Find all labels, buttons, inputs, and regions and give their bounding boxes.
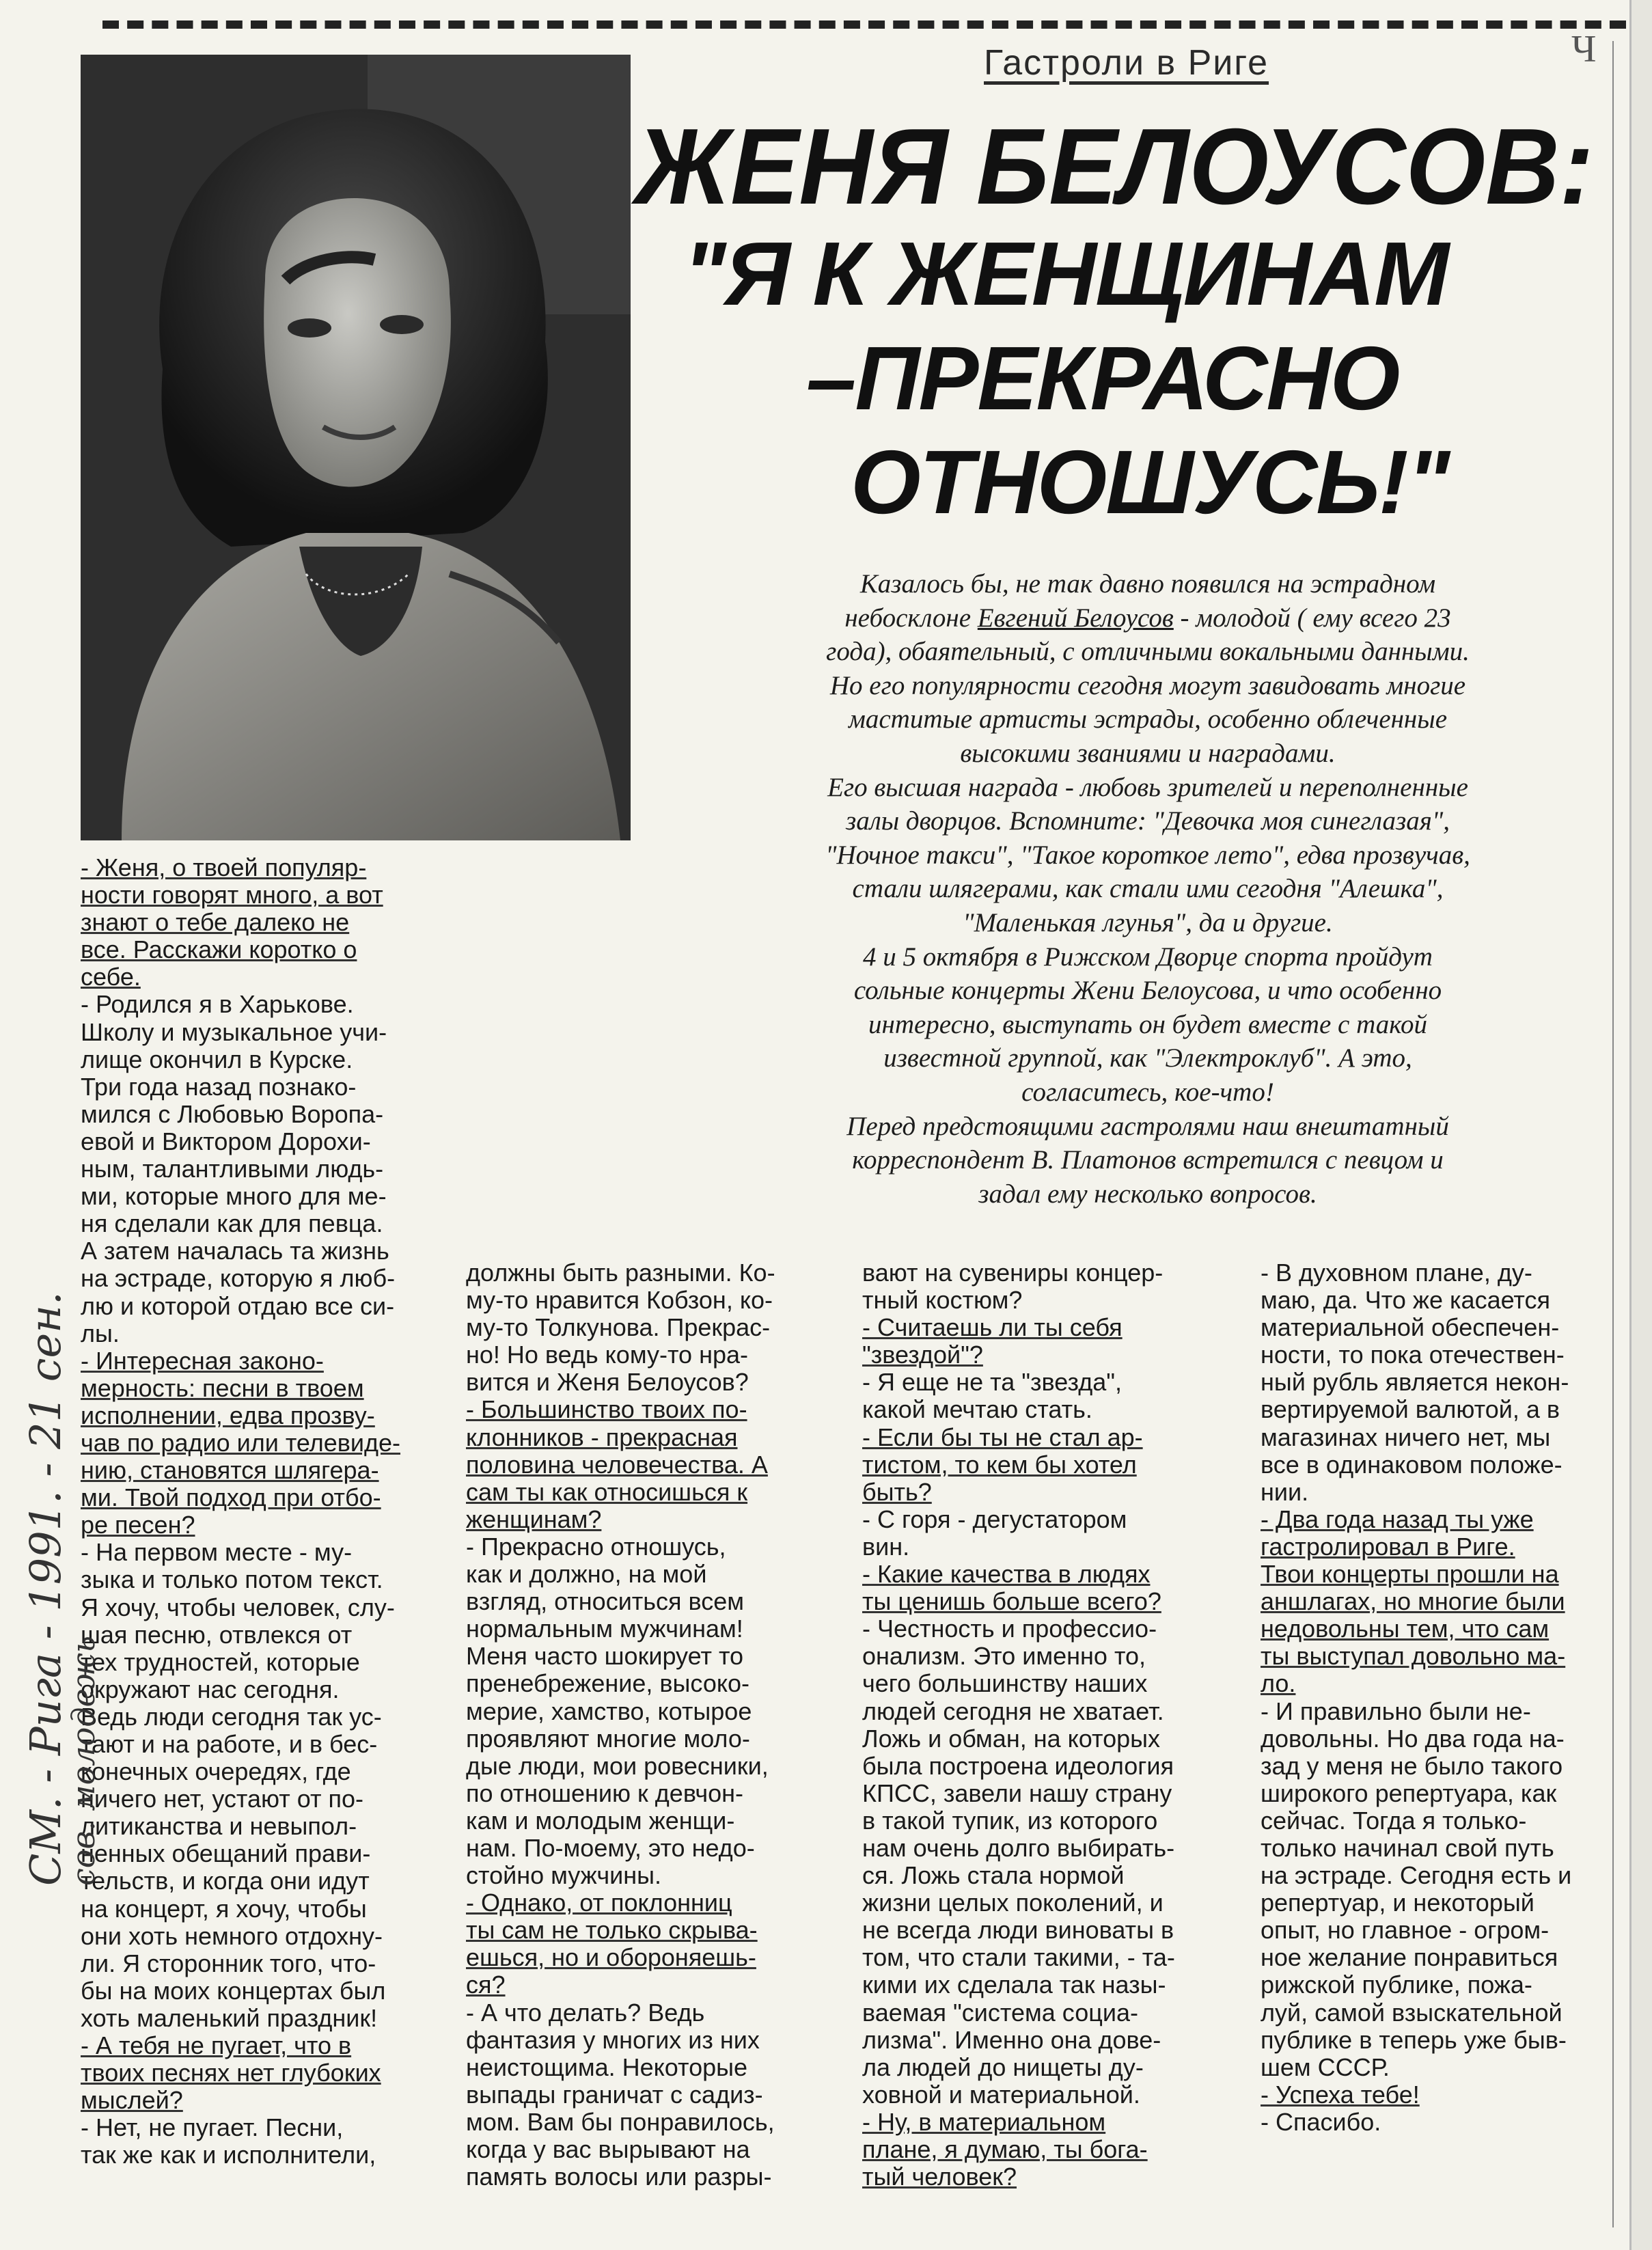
answer-line: на концерт, я хочу, чтобы xyxy=(81,1894,367,1923)
answer-line: на эстраде. Сегодня есть и xyxy=(1261,1861,1572,1890)
answer-line: - Спасибо. xyxy=(1261,2107,1381,2136)
answer-line: - Честность и профессио- xyxy=(862,1615,1157,1643)
answer-line: ное желание понравиться xyxy=(1261,1943,1558,1972)
answer-line: только начинал свой путь xyxy=(1261,1833,1554,1862)
answer-line: нии. xyxy=(1261,1477,1309,1506)
question-line: клонников - прекрасная xyxy=(466,1423,738,1451)
intro-line: сольные концерты Жени Белоусова, и что особенно xyxy=(853,976,1442,1006)
answer-line: ли. Я сторонник того, что- xyxy=(81,1949,376,1977)
intro-line: известной группой, как "Электроклуб". А это, xyxy=(883,1043,1412,1073)
question-line: женщинам? xyxy=(466,1505,602,1533)
answer-line: взгляд, относиться всем xyxy=(466,1587,745,1616)
answer-line: тех трудностей, которые xyxy=(81,1647,360,1676)
handwritten-note: СМ. - Рига - 1991. - 21 сен. xyxy=(20,1291,70,1886)
answer-line: литиканства и невыпол- xyxy=(81,1812,357,1841)
answer-line: нам очень долго выбирать- xyxy=(862,1833,1175,1862)
answer-line: мерие, хамство, котырое xyxy=(466,1697,752,1725)
question-line: ло. xyxy=(1261,1669,1296,1698)
question-line: знают о тебе далеко не xyxy=(81,908,350,937)
article-column-1 xyxy=(81,854,450,2169)
adjacent-page-fragment: Ч xyxy=(1571,28,1597,70)
answer-line: довольны. Но два года на- xyxy=(1261,1724,1565,1753)
answer-line: репертуар, и некоторый xyxy=(1261,1889,1534,1917)
answer-line: выпады граничат с садиз- xyxy=(466,2080,763,2109)
top-dashed-border xyxy=(102,0,1626,29)
answer-line: нормальным мужчинам! xyxy=(466,1615,743,1643)
question-line: быть? xyxy=(862,1477,932,1506)
question-line: ешься, но и обороняешь- xyxy=(466,1943,756,1972)
answer-line: - А что делать? Ведь xyxy=(466,1998,705,2027)
answer-line: все в одинаковом положе- xyxy=(1261,1450,1562,1479)
answer-line: му-то нравится Кобзон, ко- xyxy=(466,1286,773,1315)
question-line: исполнении, едва прозву- xyxy=(81,1401,375,1429)
question-line: - Большинство твоих по- xyxy=(466,1395,747,1424)
answer-line: Ведь люди сегодня так ус- xyxy=(81,1702,382,1731)
answer-line: как и должно, на мой xyxy=(466,1560,707,1589)
singer-name: Евгений Белоусов xyxy=(977,603,1174,633)
question-line: ми. Твой подход при отбо- xyxy=(81,1483,381,1512)
answer-line: зыка и только потом текст. xyxy=(81,1565,383,1594)
intro-line: года), обаятельный, с отличными вокальными данными. xyxy=(826,637,1470,667)
answer-line: широкого репертуара, как xyxy=(1261,1779,1557,1807)
question-line: - А тебя не пугает, что в xyxy=(81,2031,352,2060)
question-line: плане, я думаю, ты бога- xyxy=(862,2135,1148,2163)
intro-line: Казалось бы, не так давно появился на эстрадном xyxy=(859,569,1436,599)
question-line: ты выступал довольно ма- xyxy=(1261,1642,1566,1671)
answer-line: - На первом месте - му- xyxy=(81,1538,353,1567)
answer-line: ничего нет, устают от по- xyxy=(81,1785,363,1813)
intro-line: "Маленькая лгунья", да и другие. xyxy=(963,907,1333,937)
question-line: ре песен? xyxy=(81,1511,195,1539)
answer-line: материальной обеспечен- xyxy=(1261,1313,1560,1342)
question-line: себе. xyxy=(81,963,141,991)
answer-line: дые люди, мои ровесники, xyxy=(466,1751,769,1780)
answer-line: фантазия у многих из них xyxy=(466,2025,760,2054)
rubric-label: Гастроли в Риге xyxy=(984,43,1269,83)
question-line: - Какие качества в людях xyxy=(862,1560,1151,1589)
answer-line: - Я еще не та "звезда", xyxy=(862,1368,1123,1397)
portrait-photo xyxy=(81,55,631,840)
answer-line: лище окончил в Курске. xyxy=(81,1045,353,1073)
article-column-2 xyxy=(466,1259,835,2191)
answer-line: магазинах ничего нет, мы xyxy=(1261,1423,1551,1451)
intro-line: залы дворцов. Вспомните: "Девочка моя синеглазая", xyxy=(846,806,1450,836)
answer-line: они хоть немного отдохну- xyxy=(81,1921,383,1950)
intro-text: небосклоне xyxy=(844,603,972,633)
intro-line: задал ему несколько вопросов. xyxy=(978,1179,1317,1209)
question-line: половина человечества. А xyxy=(466,1450,768,1479)
question-line: - Ну, в материальном xyxy=(862,2107,1106,2136)
handwritten-note-2: сов. молодежь xyxy=(65,1635,102,1886)
intro-line: стали шлягерами, как стали ими сегодня "Алешка", xyxy=(852,874,1444,904)
answer-line: - Родился я в Харькове. xyxy=(81,990,354,1019)
answer-line: мился с Любовью Воропа- xyxy=(81,1099,384,1128)
answer-line: ховной и материальной. xyxy=(862,2080,1140,2109)
question-line: недовольны тем, что сам xyxy=(1261,1615,1550,1643)
answer-line: луй, самой взыскательной xyxy=(1261,1998,1562,2027)
answer-line: тают и на работе, и в бес- xyxy=(81,1730,378,1758)
answer-line: конечных очередях, где xyxy=(81,1757,351,1786)
question-line: чав по радио или телевиде- xyxy=(81,1428,401,1457)
headline-line-3: –ПРЕКРАСНО xyxy=(806,328,1399,428)
answer-line: вертируемой валютой, а в xyxy=(1261,1395,1560,1424)
headline-line-1: ЖЕНЯ БЕЛОУСОВ: xyxy=(635,107,1594,227)
answer-line: пренебрежение, высоко- xyxy=(466,1669,750,1698)
intro-line: Его высшая награда - любовь зрителей и переполненные xyxy=(827,772,1468,802)
answer-line: ным, талантливыми людь- xyxy=(81,1155,384,1183)
answer-line: в такой тупик, из которого xyxy=(862,1806,1158,1835)
answer-line: - И правильно были не- xyxy=(1261,1697,1531,1725)
question-line: - Если бы ты не стал ар- xyxy=(862,1423,1143,1451)
answer-line: лю и которой отдаю все си- xyxy=(81,1291,395,1320)
answer-line: - Нет, не пугает. Песни, xyxy=(81,2113,344,2142)
question-line: ты сам не только скрыва- xyxy=(466,1916,758,1945)
answer-line: людей сегодня не хватает. xyxy=(862,1697,1164,1725)
question-line: - Считаешь ли ты себя xyxy=(862,1313,1123,1342)
intro-line: интересно, выступать он будет вместе с такой xyxy=(868,1009,1427,1039)
question-line: ты ценишь больше всего? xyxy=(862,1587,1161,1616)
answer-line: Меня часто шокирует то xyxy=(466,1642,744,1671)
intro-text: - молодой ( ему всего 23 xyxy=(1180,603,1451,633)
question-line: Твои концерты прошли на xyxy=(1261,1560,1559,1589)
question-line: ся? xyxy=(466,1971,506,1999)
question-line: ности говорят много, а вот xyxy=(81,881,383,909)
answer-line: А затем началась та жизнь xyxy=(81,1237,389,1265)
answer-line: рижской публике, пожа- xyxy=(1261,1971,1532,1999)
answer-line: зад у меня не было такого xyxy=(1261,1751,1563,1780)
answer-line: ваемая "система социа- xyxy=(862,1998,1138,2027)
answer-line: ня сделали как для певца. xyxy=(81,1209,383,1238)
answer-line: лизма". Именно она дове- xyxy=(862,2025,1161,2054)
answer-line: том, что стали такими, - та- xyxy=(862,1943,1175,1972)
answer-line: проявляют многие моло- xyxy=(466,1724,750,1753)
answer-line: му-то Толкунова. Прекрас- xyxy=(466,1313,771,1342)
answer-line: ности, то пока отечествен- xyxy=(1261,1341,1565,1369)
answer-line: - В духовном плане, ду- xyxy=(1261,1259,1532,1287)
answer-line: на эстраде, которую я люб- xyxy=(81,1264,396,1293)
question-line: мерность: песни в твоем xyxy=(81,1373,364,1402)
question-line: "звездой"? xyxy=(862,1341,983,1369)
answer-line: шая песню, отвлекся от xyxy=(81,1620,353,1649)
question-line: гастролировал в Риге. xyxy=(1261,1532,1515,1561)
intro-line: корреспондент В. Платонов встретился с певцом и xyxy=(852,1145,1444,1175)
answer-line: вится и Женя Белоусов? xyxy=(466,1368,749,1397)
answer-line: нам. По-моему, это недо- xyxy=(466,1833,755,1862)
answer-line: ся. Ложь стала нормой xyxy=(862,1861,1125,1890)
answer-line: окружают нас сегодня. xyxy=(81,1675,340,1703)
question-line: тый человек? xyxy=(862,2163,1017,2191)
answer-line: лы. xyxy=(81,1319,120,1347)
answer-line: вают на сувениры концер- xyxy=(862,1259,1164,1287)
answer-line: тный костюм? xyxy=(862,1286,1023,1315)
answer-line: так же как и исполнители, xyxy=(81,2141,376,2169)
answer-line: когда у вас вырывают на xyxy=(466,2135,750,2163)
answer-line: публике в теперь уже быв- xyxy=(1261,2025,1567,2054)
answer-line: кам и молодым женщи- xyxy=(466,1806,735,1835)
intro-line: маститые артисты эстрады, особенно облеченные xyxy=(848,704,1447,735)
answer-line: не всегда люди виноваты в xyxy=(862,1916,1174,1945)
headline-line-4: ОТНОШУСЬ!" xyxy=(851,432,1449,532)
answer-line: мом. Вам бы понравилось, xyxy=(466,2107,775,2136)
answer-line: должны быть разными. Ко- xyxy=(466,1259,775,1287)
answer-line: сейчас. Тогда я только- xyxy=(1261,1806,1527,1835)
answer-line: но! Но ведь кому-то нра- xyxy=(466,1341,748,1369)
intro-line: "Ночное такси", "Такое короткое лето", едва прозвучав, xyxy=(825,840,1470,870)
answer-line: бы на моих концертах был xyxy=(81,1976,386,2005)
question-line: все. Расскажи коротко о xyxy=(81,935,357,964)
answer-line: память волосы или разры- xyxy=(466,2163,772,2191)
intro-line: согласитесь, кое-что! xyxy=(1021,1077,1274,1107)
answer-line: была построена идеология xyxy=(862,1751,1174,1780)
question-line: - Женя, о твоей популяр- xyxy=(81,853,367,881)
answer-line: ла людей до нищеты ду- xyxy=(862,2053,1144,2081)
answer-line: чего большинству наших xyxy=(862,1669,1148,1698)
answer-line: вин. xyxy=(862,1532,910,1561)
answer-line: опыт, но главное - огром- xyxy=(1261,1916,1550,1945)
answer-line: ми, которые много для ме- xyxy=(81,1182,387,1211)
answer-line: Ложь и обман, на которых xyxy=(862,1724,1160,1753)
answer-line: маю, да. Что же касается xyxy=(1261,1286,1551,1315)
answer-line: ный рубль является некон- xyxy=(1261,1368,1569,1397)
answer-line: КПСС, завели нашу страну xyxy=(862,1779,1172,1807)
question-line: - Интересная законо- xyxy=(81,1346,324,1375)
answer-line: кими их сделала так назы- xyxy=(862,1971,1166,1999)
intro-line: Но его популярности сегодня могут завидовать многие xyxy=(829,670,1466,700)
answer-line: ненных обещаний прави- xyxy=(81,1839,371,1868)
answer-line: какой мечтаю стать. xyxy=(862,1395,1092,1424)
answer-line: по отношению к девчон- xyxy=(466,1779,743,1807)
answer-line: тельств, и когда они идут xyxy=(81,1867,370,1895)
article-column-3 xyxy=(862,1259,1235,2191)
intro-paragraph xyxy=(676,567,1619,1211)
answer-line: шем СССР. xyxy=(1261,2053,1390,2081)
answer-line: жизни целых поколений, и xyxy=(862,1889,1164,1917)
question-line: аншлагах, но многие были xyxy=(1261,1587,1565,1616)
intro-line xyxy=(676,601,1619,635)
answer-line: онализм. Это именно то, xyxy=(862,1642,1146,1671)
intro-line: высокими званиями и наградами. xyxy=(960,738,1336,768)
question-line: сам ты как относишься к xyxy=(466,1477,748,1506)
portrait-illustration xyxy=(81,55,631,840)
question-line: нию, становятся шлягера- xyxy=(81,1456,379,1485)
answer-line: Школу и музыкальное учи- xyxy=(81,1017,387,1046)
answer-line: Три года назад познако- xyxy=(81,1072,357,1101)
intro-line: 4 и 5 октября в Рижском Дворце спорта пройдут xyxy=(863,942,1433,972)
answer-line: евой и Виктором Дорохи- xyxy=(81,1127,371,1155)
article-column-4 xyxy=(1261,1259,1633,2136)
headline-line-2: "Я К ЖЕНЩИНАМ xyxy=(683,223,1448,324)
answer-line: Я хочу, чтобы человек, слу- xyxy=(81,1593,395,1621)
answer-line: хоть маленький праздник! xyxy=(81,2003,378,2032)
question-line: твоих песнях нет глубоких xyxy=(81,2059,381,2087)
intro-line: Перед предстоящими гастролями наш внештатный xyxy=(846,1111,1449,1141)
question-line: мыслей? xyxy=(81,2086,183,2115)
answer-line: стойно мужчины. xyxy=(466,1861,661,1890)
question-line: - Успеха тебе! xyxy=(1261,2080,1420,2109)
question-line: - Однако, от поклонниц xyxy=(466,1889,732,1917)
answer-line: - Прекрасно отношусь, xyxy=(466,1532,726,1561)
answer-line: неистощима. Некоторые xyxy=(466,2053,748,2081)
answer-line: - С горя - дегустатором xyxy=(862,1505,1127,1533)
question-line: тистом, то кем бы хотел xyxy=(862,1450,1137,1479)
question-line: - Два года назад ты уже xyxy=(1261,1505,1534,1533)
